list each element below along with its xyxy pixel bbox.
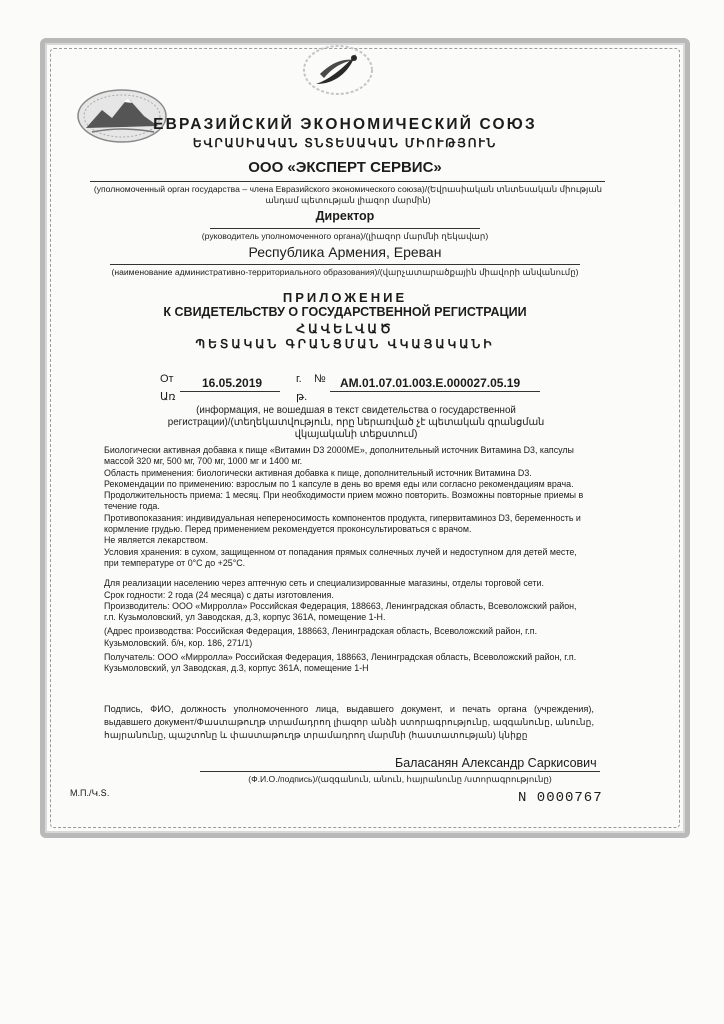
from-label-ru: От [160,373,174,385]
from-label-hy: Առ [160,391,176,403]
territory-name: Республика Армения, Ереван [248,244,442,260]
organ-underline [90,181,605,182]
organ-caption: (уполномоченный орган государства – члена Евразийского экономического союза)/(Եվրասիական տնտեսական միության անդամ պետության լիազոր մարմին) [93,184,603,205]
organ-name: ООО «ЭКСПЕРТ СЕРВИС» [248,159,442,176]
description-paragraph: Для реализации населению через аптечную сеть и специализированные магазины, отделы торговой сети. [104,578,544,589]
title-certificate-ru: К СВИДЕТЕЛЬСТВУ О ГОСУДАРСТВЕННОЙ РЕГИСТРАЦИИ [163,305,527,319]
seal-place-label: М.П./Կ.Տ. [70,788,110,798]
union-name-ru: ЕВРАЗИЙСКИЙ ЭКОНОМИЧЕСКИЙ СОЮЗ [153,116,537,133]
description-paragraph: Рекомендации по применению: взрослым по 1 капсуле в день во время еды или согласно рекомендациям врача. [104,478,574,489]
signatory-name: Баласанян Александр Саркисович [395,756,597,770]
eaeu-logo-icon [298,40,378,100]
title-appendix-ru: ПРИЛОЖЕНИЕ [282,290,408,305]
serial-number: N 0000767 [518,790,603,806]
description-paragraph: Продолжительность приема: 1 месяц. При необходимости прием можно повторить. Возможны повторные приемы в течение года. [104,490,584,512]
description-paragraph: Не является лекарством. [104,535,209,546]
year-abbr: г. [296,373,302,385]
year-abbr-hy: թ. [296,391,308,403]
registration-number: AM.01.07.01.003.E.000027.05.19 [340,376,521,390]
description-paragraph: Производитель: ООО «Мирролла» Российская Федерация, 188663, Ленинградская область, Всеволожский район, г.п. Кузьмоловский, ул Заводская, д.3, корпус 361А, помещение 1-Н. [104,600,577,623]
registration-note: (информация, не вошедшая в текст свидетельства о государственной регистрации)/(տեղեկատվություն, որը ներառված չէ պետական գրանցման վկայականի տեքստում) [167,405,545,440]
description-paragraph: Биологически активная добавка к пище «Витамин D3 2000МЕ», дополнительный источник Витамина D3, капсулы массой 320 мг, 500 мг, 700 мг, 1000 мг и 1400 мг. [104,445,574,467]
head-caption: (руководитель уполномоченного органа)/(լիազոր մարմնի ղեկավար) [201,231,489,241]
union-name-hy: ԵՎՐԱՍԻԱԿԱՆ ՏՆՏԵՍԱԿԱՆ ՄԻՈՒԹՅՈՒՆ [192,136,498,150]
description-paragraph: Срок годности: 2 года (24 месяца) с даты изготовления. [104,589,334,600]
registration-date: 16.05.2019 [202,376,263,390]
description-paragraph: Область применения: биологически активная добавка к пище, дополнительный источник Витамина D3. [104,467,532,478]
territory-underline [110,264,580,265]
description-paragraph: Получатель: ООО «Мирролла» Российская Федерация, 188663, Ленинградская область, Всеволожский район, г.п. Кузьмоловский, ул Заводская, д.3, корпус 361А, помещение 1-Н [104,652,577,674]
signature-caption: (Ф.И.О./подпись)/(ազգանուն, անուն, հայրանունը /ստորագրությունը) [248,774,552,784]
description-paragraph: Условия хранения: в сухом, защищенном от попадания прямых солнечных лучей и недоступном для детей месте, при температуре от 0°С до +25°С. [104,546,577,568]
signature-underline [200,771,600,772]
title-appendix-hy: ՀԱՎԵԼՎԱԾ [296,322,394,336]
description-paragraph: Противопоказания: индивидуальная непереносимость компонентов продукта, гипервитаминоз D3, беременность и кормление грудью. Перед применением рекомендуется проконсультироваться с врачом. [104,512,581,535]
head-underline [210,228,480,229]
description-paragraph: (Адрес производства: Российская Федерация, 188663, Ленинградская область, Всеволожский район, г.п. Кузьмоловский. б/н, кор. 186, 271/1) [104,626,538,648]
head-title: Директор [315,209,375,223]
date-underline [180,391,280,392]
title-certificate-hy: ՊԵՏԱԿԱՆ ԳՐԱՆՑՄԱՆ ՎԿԱՅԱԿԱՆԻ [195,337,495,351]
number-underline [330,391,540,392]
number-sign: № [314,373,326,385]
signature-intro: Подпись, ФИО, должность уполномоченного лица, выдавшего документ, и печать органа (учреждения), выдавшего документ/Փաստաթուղթ տրամադրող լիազոր անձի ստորագրությունը, ազգանունը, անունը, հայրանունը, պաշտոնը և փաստաթուղթ տրամադրող մարմնի (հաստատության) կնիքը [104,704,594,741]
territory-caption: (наименование административно-территориального образования)/(վարչատարածքային միավորի անվանումը) [111,267,579,277]
description-gap [104,569,588,578]
product-description [104,445,588,675]
